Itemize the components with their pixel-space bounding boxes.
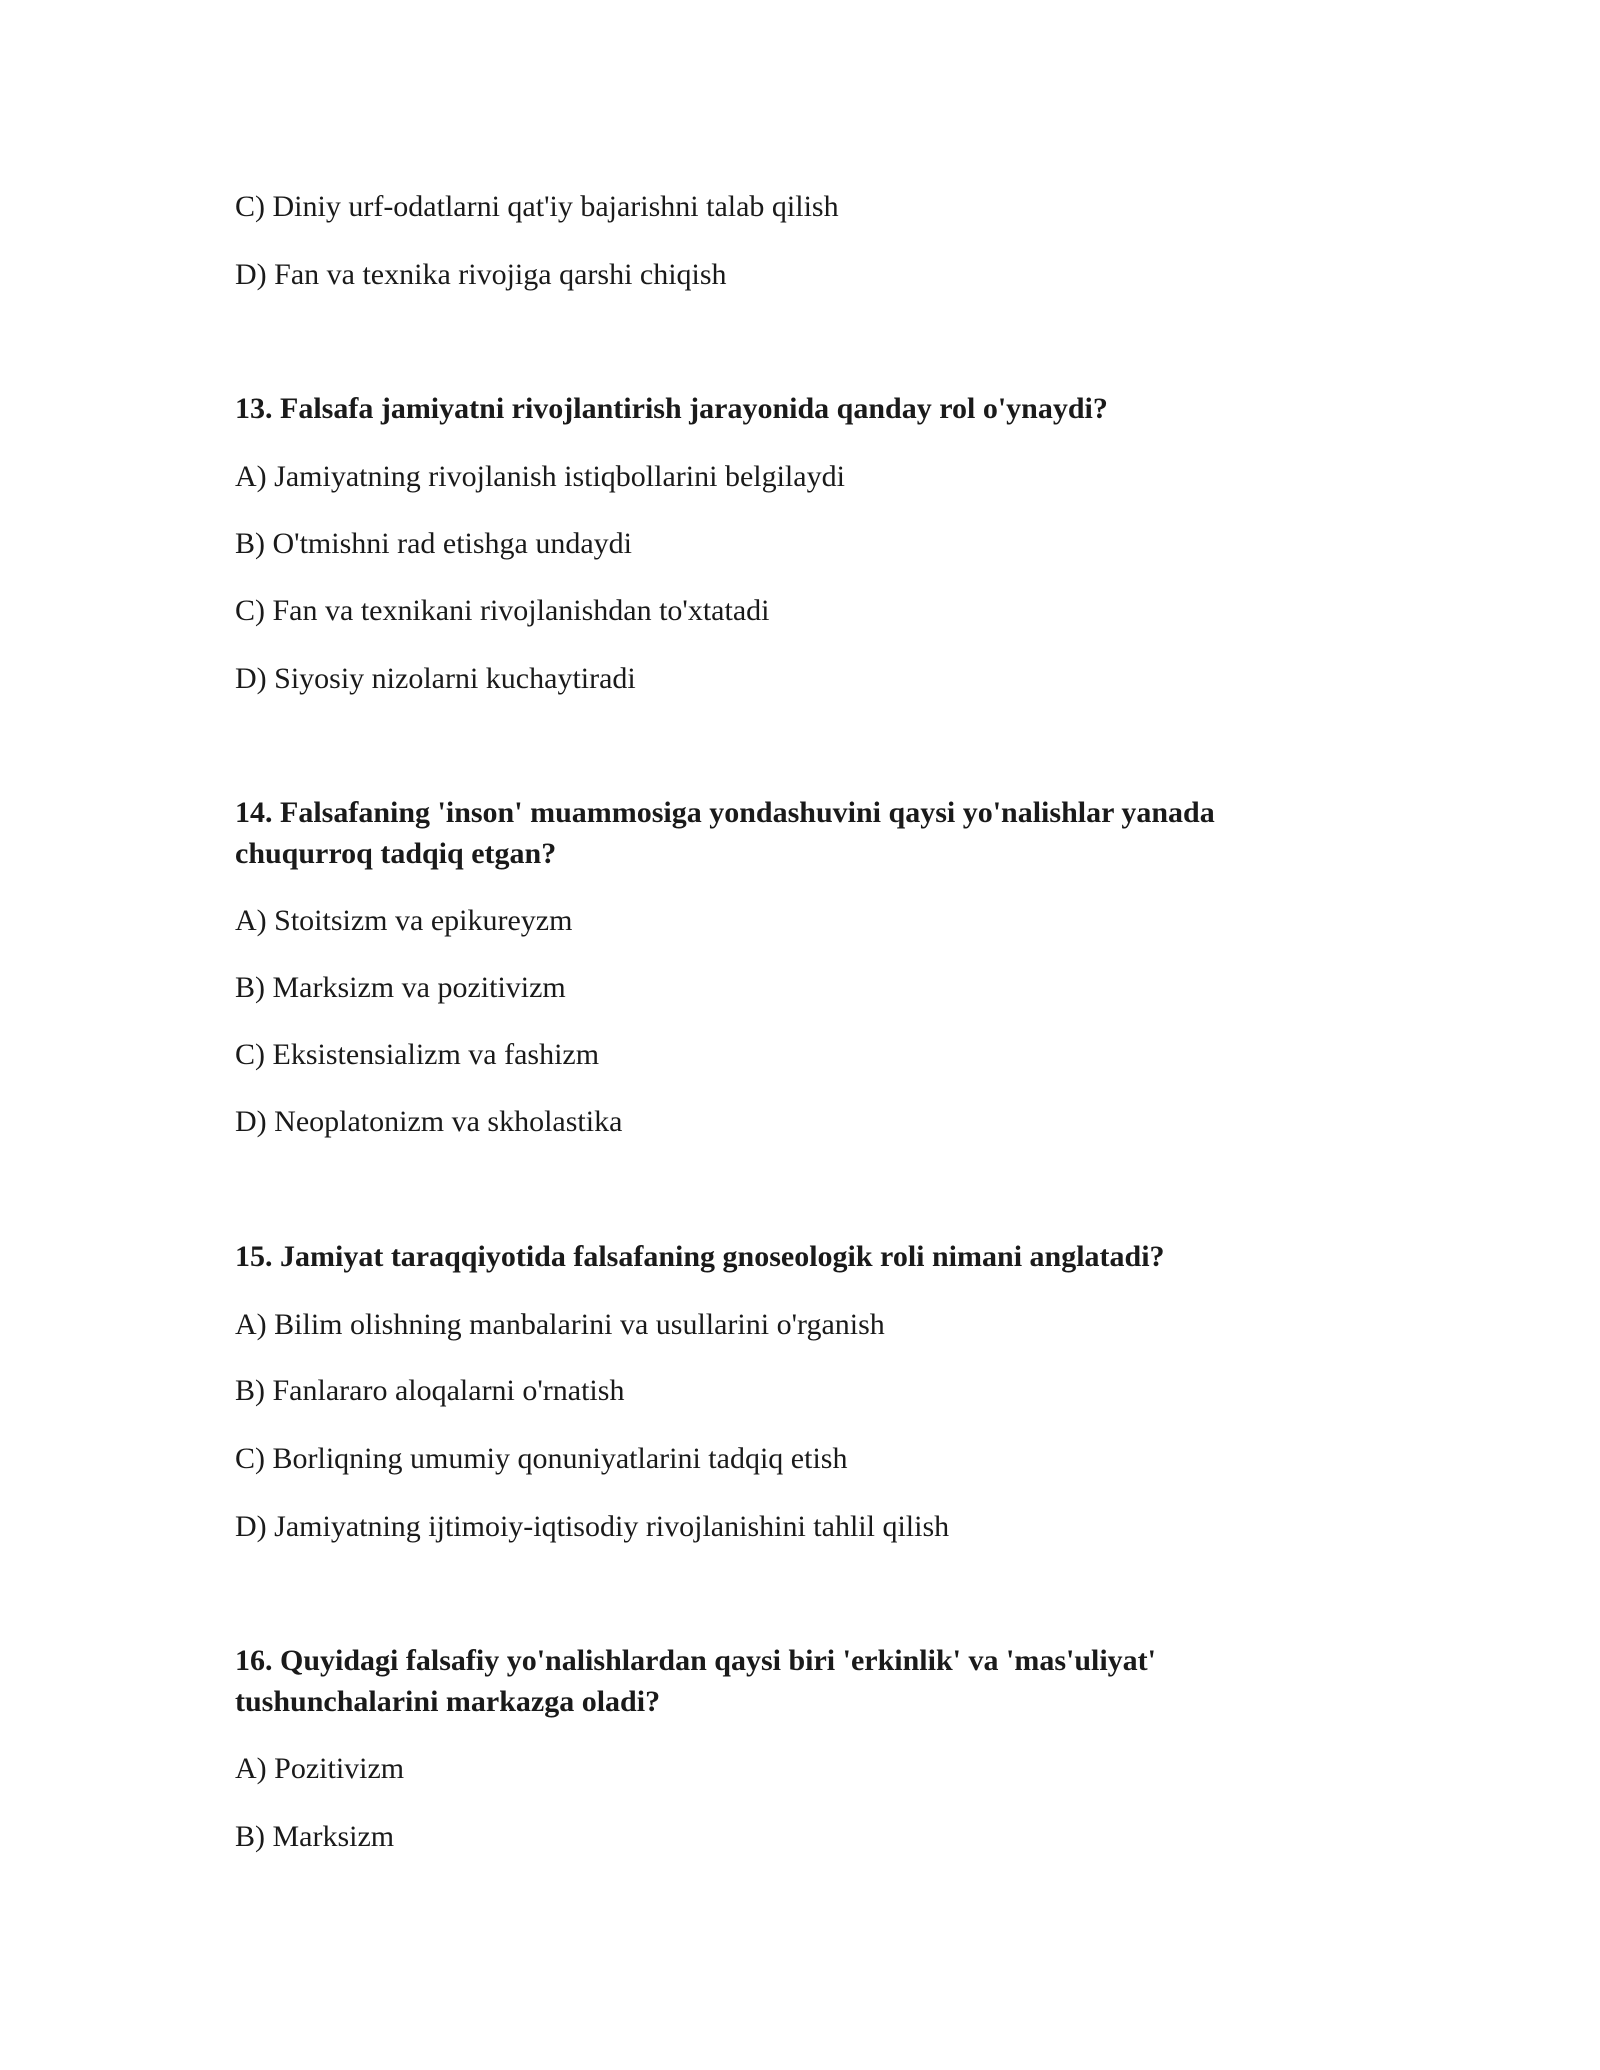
question-15-option-c: C) Borliqning umumiy qonuniyatlarini tadqiq etish [235, 1442, 848, 1475]
question-15-option-d: D) Jamiyatning ijtimoiy-iqtisodiy rivojlanishini tahlil qilish [235, 1510, 950, 1543]
question-13-title: 13. Falsafa jamiyatni rivojlantirish jarayonida qanday rol o'ynaydi? [235, 392, 1108, 425]
question-16-option-a: A) Pozitivizm [235, 1752, 405, 1785]
question-16-title-line-2: tushunchalarini markazga oladi? [235, 1685, 661, 1718]
question-16-title-line-1: 16. Quyidagi falsafiy yo'nalishlardan qaysi biri 'erkinlik' va 'mas'uliyat' [235, 1644, 1157, 1677]
question-14-option-c: C) Eksistensializm va fashizm [235, 1038, 600, 1071]
question-14-title-line-2: chuqurroq tadqiq etgan? [235, 837, 557, 870]
option-c-prev: C) Diniy urf-odatlarni qat'iy bajarishni talab qilish [235, 190, 839, 223]
question-15-title: 15. Jamiyat taraqqiyotida falsafaning gnoseologik roli nimani anglatadi? [235, 1240, 1165, 1273]
question-13-option-b: B) O'tmishni rad etishga undaydi [235, 527, 633, 560]
question-13-option-d: D) Siyosiy nizolarni kuchaytiradi [235, 662, 636, 695]
question-14-title-line-1: 14. Falsafaning 'inson' muammosiga yondashuvini qaysi yo'nalishlar yanada [235, 796, 1215, 829]
question-16-option-b: B) Marksizm [235, 1820, 395, 1853]
question-13-option-c: C) Fan va texnikani rivojlanishdan to'xtatadi [235, 594, 770, 627]
question-14-option-d: D) Neoplatonizm va skholastika [235, 1105, 623, 1138]
question-14-option-b: B) Marksizm va pozitivizm [235, 971, 566, 1004]
question-15-option-b: B) Fanlararo aloqalarni o'rnatish [235, 1374, 625, 1407]
question-15-option-a: A) Bilim olishning manbalarini va usullarini o'rganish [235, 1308, 885, 1341]
question-13-option-a: A) Jamiyatning rivojlanish istiqbollarini belgilaydi [235, 460, 845, 493]
option-d-prev: D) Fan va texnika rivojiga qarshi chiqish [235, 258, 727, 291]
question-14-option-a: A) Stoitsizm va epikureyzm [235, 904, 573, 937]
